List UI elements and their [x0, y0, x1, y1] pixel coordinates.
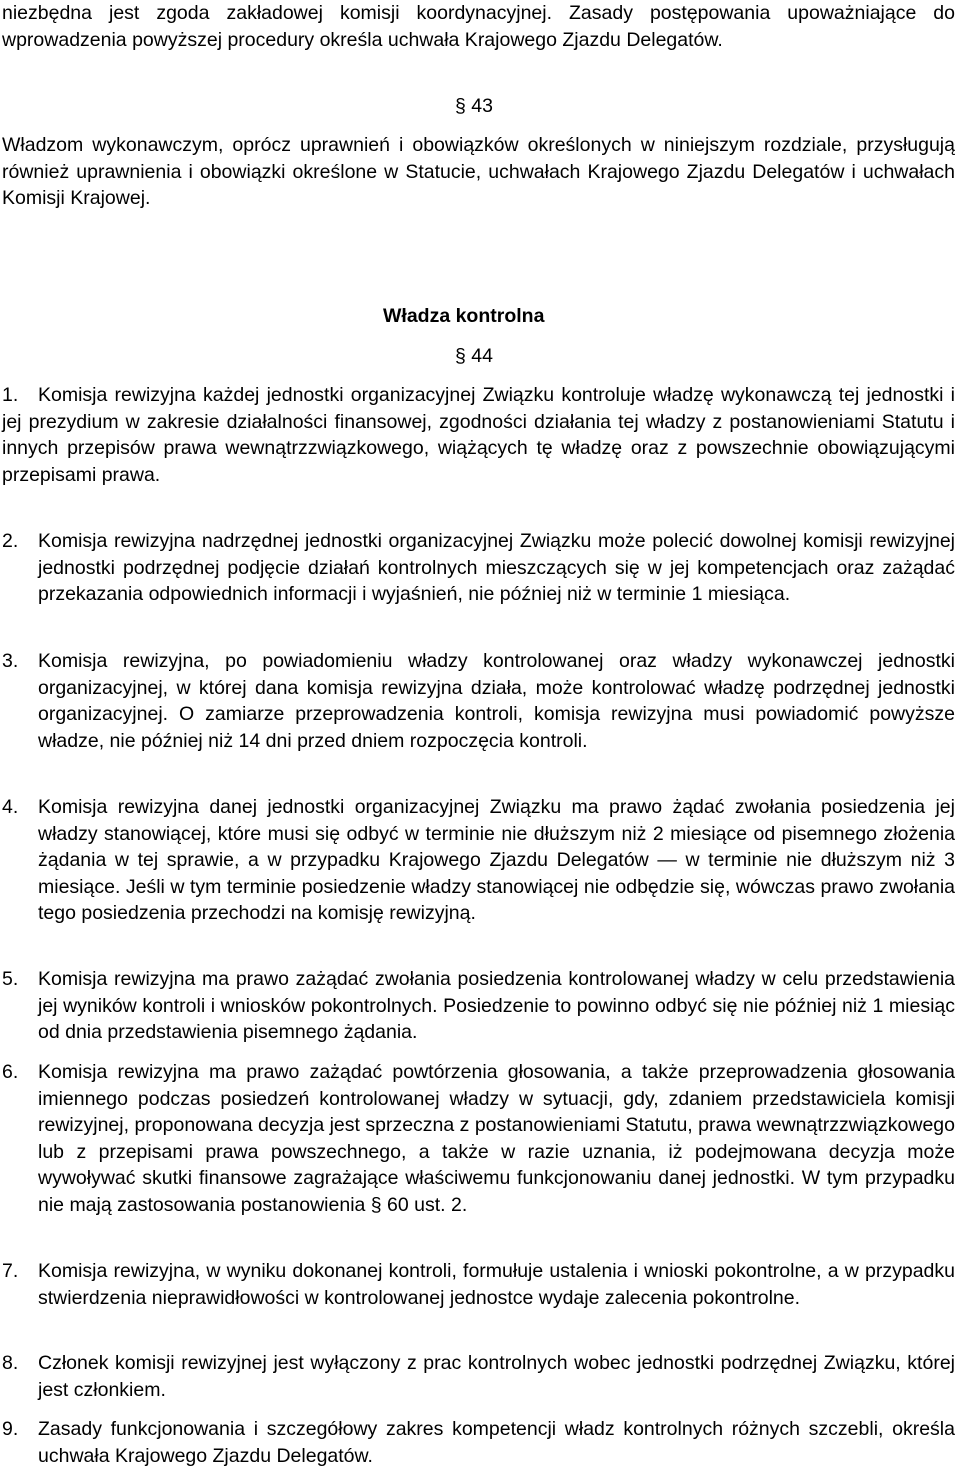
item-text: Komisja rewizyjna każdej jednostki organizacyjnej Związku kontroluje władzę wykonawczą tej jednostki i jej prezydium w zakresie działalności finansowej, zgodności działania tej władzy z postanowieniami Statutu i innych przepisów prawa wewnątrzzwiązkowego, wiążących tę władzę oraz z powszechnie obowiązującymi przepisami prawa. — [2, 384, 955, 486]
item-number: 4. — [2, 796, 19, 818]
item-number: 8. — [2, 1352, 19, 1374]
intro-paragraph: niezbędna jest zgoda zakładowej komisji koordynacyjnej. Zasady postępowania upoważniające do wprowadzenia powyższej procedury określa uchwała Krajowego Zjazdu Delegatów. — [2, 2, 955, 51]
section-43-text: Władzom wykonawczym, oprócz uprawnień i obowiązków określonych w niniejszym rozdziale, przysługują również uprawnienia i obowiązki określone w Statucie, uchwałach Krajowego Zjazdu Delegatów i uchwałach Komisji Krajowej. — [2, 134, 955, 209]
item-number: 9. — [2, 1418, 19, 1440]
item-text: Komisja rewizyjna danej jednostki organizacyjnej Związku ma prawo żądać zwołania posiedzenia jej władzy stanowiącej, które musi się odbyć w terminie nie dłuższym niż 2 miesiące od pisemnego złożenia żądania w tej sprawie, a w przypadku Krajowego Zjazdu Delegatów — w terminie nie dłuższym niż 3 miesiące. Jeśli w tym terminie posiedzenie władzy stanowiącej nie odbędzie się, wówczas prawo zwołania tego posiedzenia przechodzi na komisję rewizyjną. — [38, 796, 955, 924]
section-43-mark: § 43 — [455, 95, 493, 117]
list-item-7 — [2, 1258, 955, 1311]
item-number: 6. — [2, 1061, 19, 1083]
item-text: Komisja rewizyjna, po powiadomieniu władzy kontrolowanej oraz władzy wykonawczej jednostki organizacyjnej, w której dana komisja rewizyjna działa, może kontrolować władzę podrzędnej jednostki organizacyjnej. O zamiarze przeprowadzenia kontroli, komisja rewizyjna musi powiadomić powyższe władze, nie później niż 14 dni przed dniem rozpoczęcia kontroli. — [38, 650, 955, 752]
item-number: 7. — [2, 1260, 19, 1282]
section-44-mark: § 44 — [455, 345, 493, 367]
section-heading: Władza kontrolna — [383, 305, 545, 327]
item-text: Komisja rewizyjna ma prawo zażądać zwołania posiedzenia kontrolowanej władzy w celu przedstawienia jej wyników kontroli i wniosków pokontrolnych. Posiedzenie to powinno odbyć się nie później niż 1 miesiąc od dnia przedstawienia pisemnego żądania. — [38, 968, 955, 1043]
list-item-8 — [2, 1350, 955, 1403]
list-item-4 — [2, 794, 955, 927]
item-number: 3. — [2, 650, 19, 672]
item-number: 1. — [2, 384, 19, 406]
item-text: Komisja rewizyjna nadrzędnej jednostki organizacyjnej Związku może polecić dowolnej komisji rewizyjnej jednostki podrzędnej podjęcie działań kontrolnych mieszczących się w jej kompetencjach oraz zażądać przekazania odpowiednich informacji i wyjaśnień, nie później niż w terminie 1 miesiąca. — [38, 530, 955, 605]
list-item-6 — [2, 1059, 955, 1218]
list-item-9 — [2, 1416, 955, 1469]
item-number: 5. — [2, 968, 19, 990]
item-text: Komisja rewizyjna ma prawo zażądać powtórzenia głosowania, a także przeprowadzenia głosowania imiennego podczas posiedzeń kontrolowanej władzy w sytuacji, gdy, zdaniem przedstawiciela komisji rewizyjnej, proponowana decyzja jest sprzeczna z postanowieniami Statutu, prawa wewnątrzzwiązkowego lub z przepisami prawa powszechnego, a także w razie uznania, iż podejmowana decyzja może wywoływać skutki finansowe zagrażające właściwemu funkcjonowaniu danej jednostki. W tym przypadku nie mają zastosowania postanowienia § 60 ust. 2. — [38, 1061, 955, 1216]
list-item-5 — [2, 966, 955, 1046]
item-text: Zasady funkcjonowania i szczegółowy zakres kompetencji władz kontrolnych różnych szczebli, określa uchwała Krajowego Zjazdu Delegatów. — [38, 1418, 955, 1467]
item-text: Członek komisji rewizyjnej jest wyłączony z prac kontrolnych wobec jednostki podrzędnej Związku, której jest członkiem. — [38, 1352, 955, 1401]
item-number: 2. — [2, 530, 19, 552]
item-text: Komisja rewizyjna, w wyniku dokonanej kontroli, formułuje ustalenia i wnioski pokontrolne, a w przypadku stwierdzenia nieprawidłowości w kontrolowanej jednostce wydaje zalecenia pokontrolne. — [38, 1260, 955, 1309]
list-item-3 — [2, 648, 955, 754]
list-item-2 — [2, 528, 955, 608]
list-item-1 — [2, 382, 955, 488]
